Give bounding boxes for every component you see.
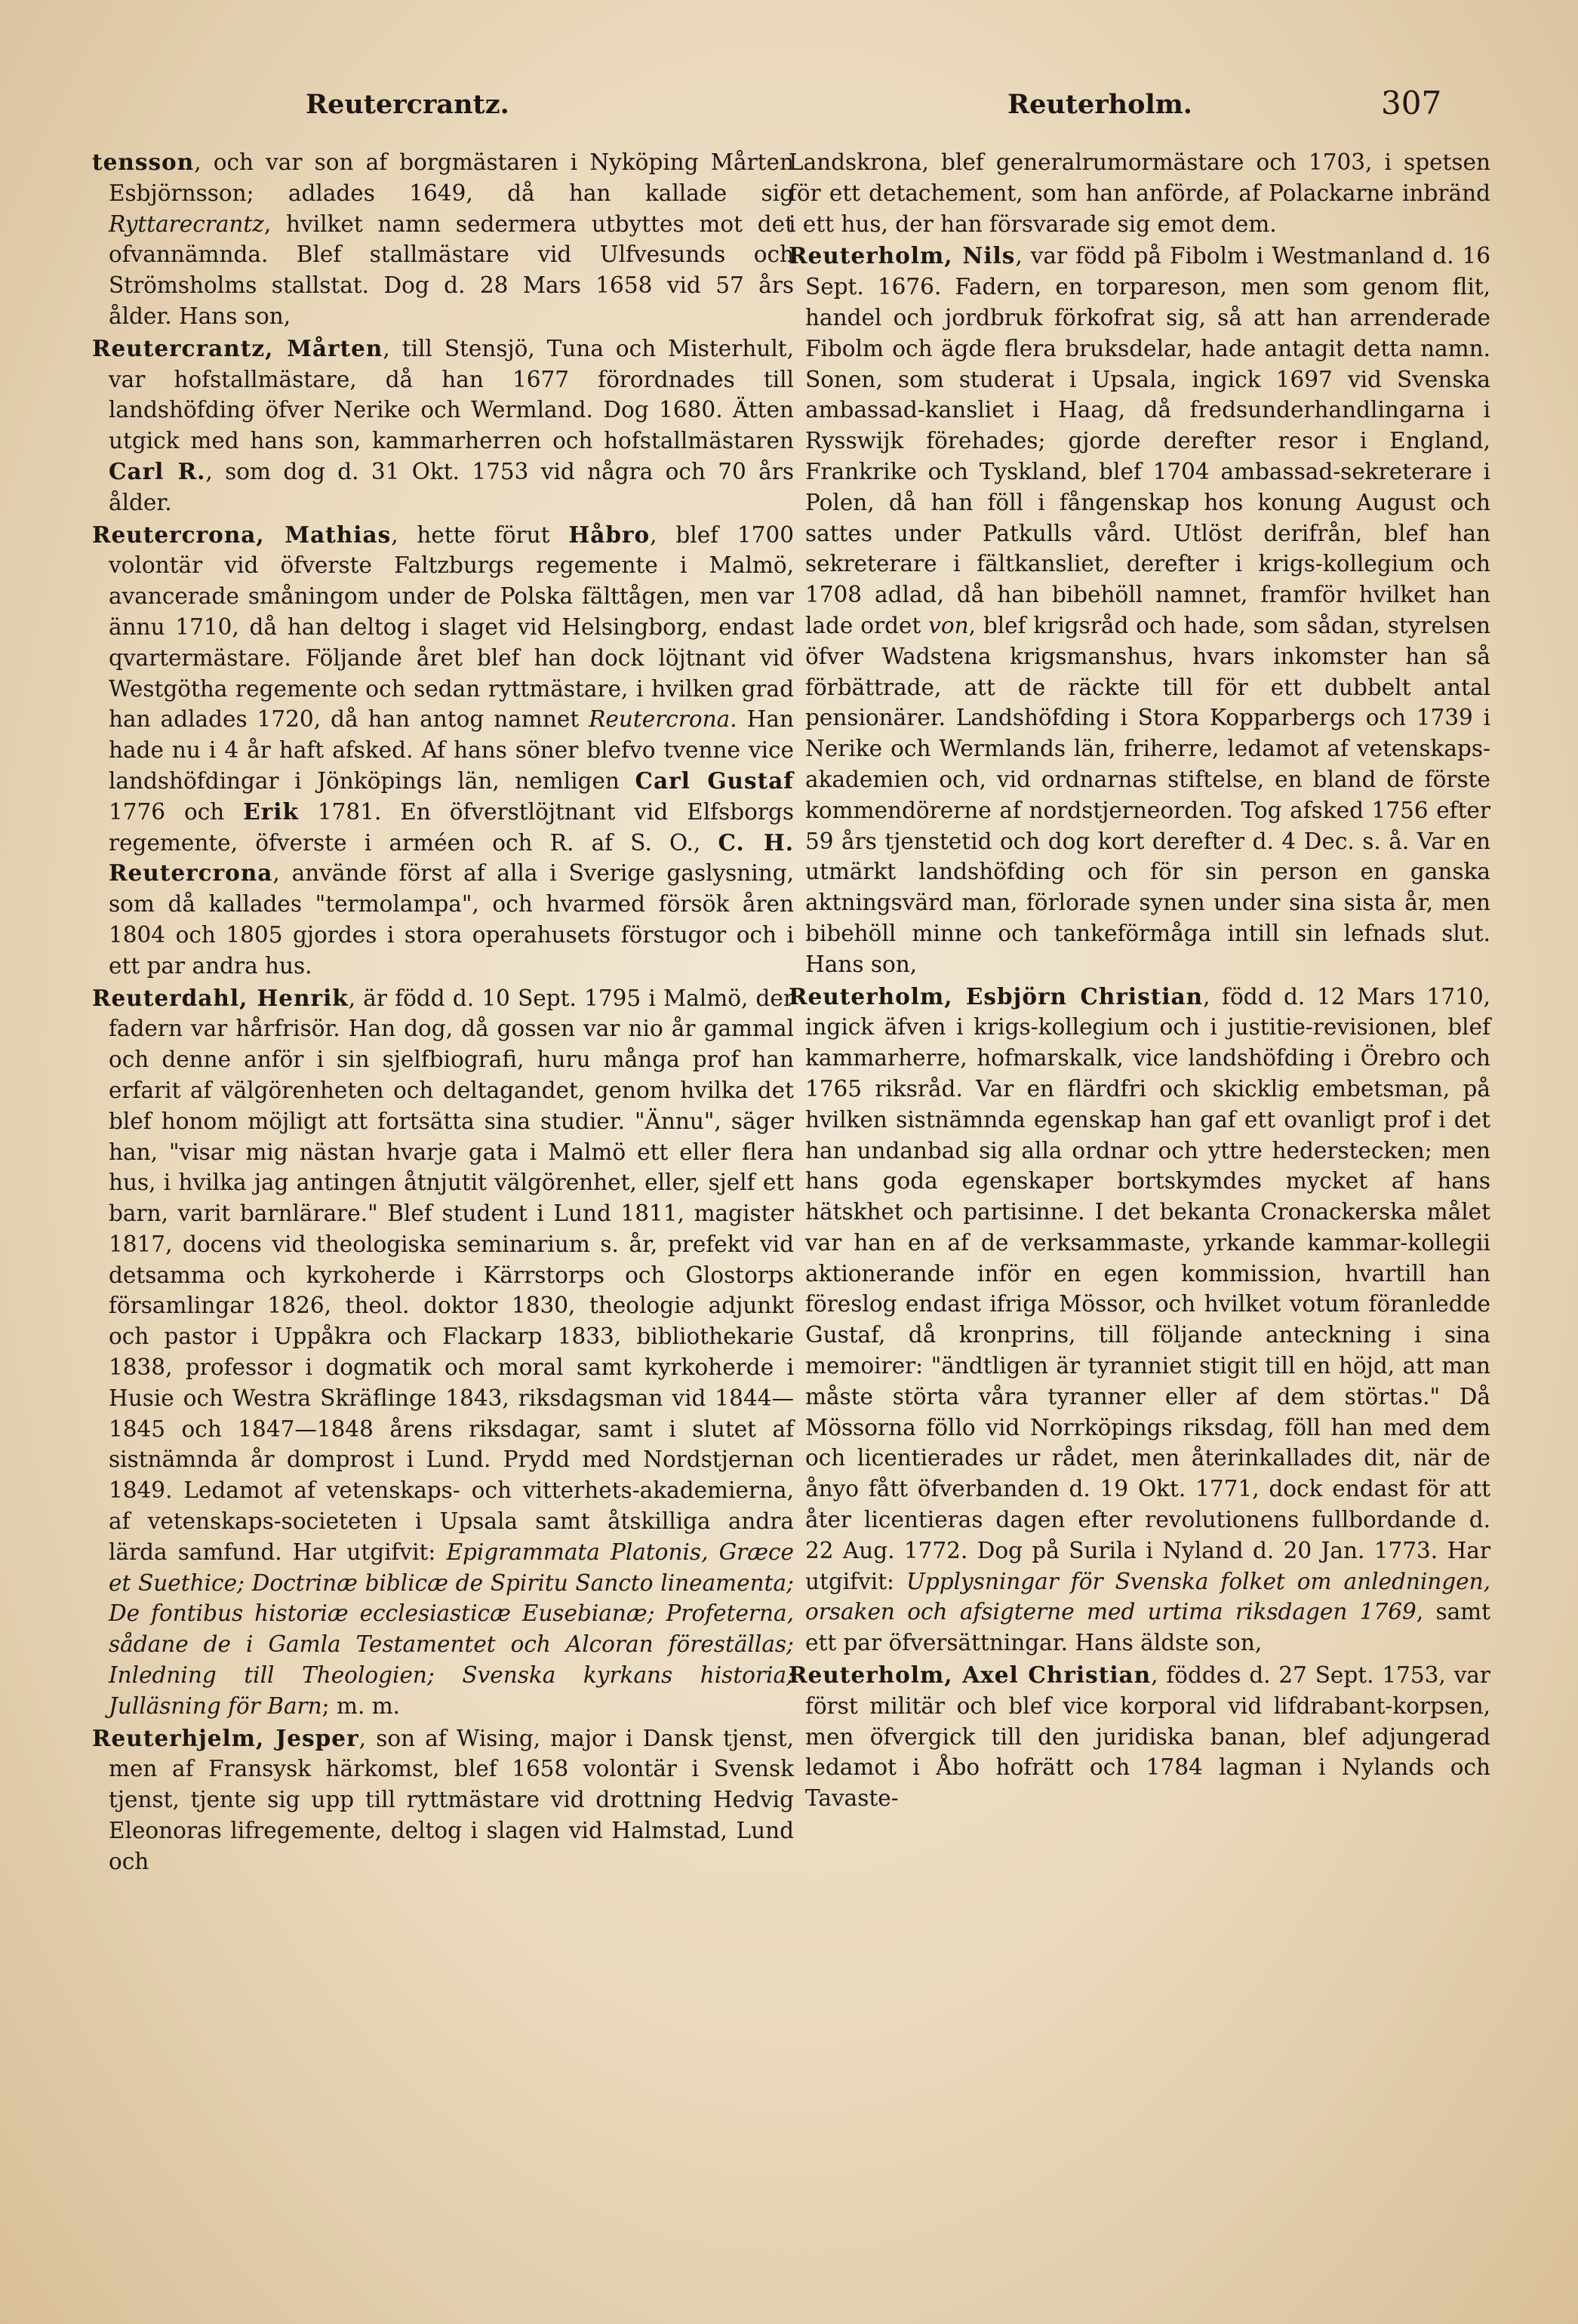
entry-reuterholm-axel-christian — [789, 1660, 1490, 1814]
entry-headword: Reutercrona, Mathias — [92, 521, 392, 548]
left-column — [92, 147, 794, 1877]
entry-text: , använde först af alla i Sverige gaslysning, som då kallades "termolampa", och hvarmed försök åren 1804 och 1805 gjordes i stora operahusets förstugor och i ett par andra hus. — [109, 860, 794, 979]
entry-headword: Reutercrantz, Mårten — [92, 334, 383, 361]
entry-reuterhjelm-jesper — [92, 1723, 794, 1877]
entry-text: , blef 1700 volontär vid öfverste Faltzburgs regemente i Malmö, avancerade småningom under de Polska fälttågen, men var ännu 1710, då han deltog i slaget vid Helsingborg, endast qvartermästare. Följande året blef han dock löjtnant vid Westgötha regemente och sedan ryttmästare, i hvilken grad han adlades 1720, då han antog namnet — [109, 521, 794, 733]
entry-italic: Ryttarecrantz — [109, 211, 264, 237]
entry-text: , och var son af borgmästaren i Nyköping Mårten Esbjörnsson; adlades 1649, då han kallade sig — [109, 149, 794, 206]
entry-text: , blef krigsråd och hade, som sådan, styrelsen öfver Wadstena krigsmanshus, hvars inkomster han så förbättrade, att de räckte till för ett dubbelt antal pensionärer. Landshöfding i Stora Kopparbergs och 1739 i Nerike och Wermlands län, friherre, ledamot af vetenskaps-akademien och, vid ordnarnas stiftelse, en bland de förste kommendörerne af nordstjerneorden. Tog afsked 1756 efter 59 års tjenstetid och dog kort derefter d. 4 Dec. s. å. Var en utmärkt landshöfding och för sin person en ganska aktningsvärd man, förlorade synen under sina sista år, men bibehöll minne och tankeförmåga intill sin lefnads slut. Hans son, — [805, 612, 1490, 977]
entry-reutercrantz-marten — [92, 334, 794, 518]
entry-name: Håbro — [568, 521, 651, 548]
entry-headword: Reuterholm, Nils — [789, 242, 1016, 269]
entry-text: , till Stensjö, Tuna och Misterhult, var hofstallmästare, då han 1677 förordnades till landshöfding öfver Nerike och Wermland. Dog 1680. Ätten utgick med hans son, kammarherren och hofstallmästaren — [109, 335, 794, 454]
entry-reutercrona-mathias — [92, 520, 794, 982]
entry-text: , föddes d. 27 Sept. 1753, var först militär och blef vice korporal vid lifdrabant-korpsen, men öfvergick till den juridiska banan, blef adjungerad ledamot i Åbo hofrätt och 1784 lagman i Nylands och Tavaste- — [805, 1662, 1490, 1812]
entry-headword: Reuterholm, Axel Christian — [789, 1662, 1152, 1689]
entry-text: , hvilket namn sedermera utbyttes mot det ofvannämnda. Blef stallmästare vid Ulfvesunds och Strömsholms stallstat. Dog d. 28 Mars 1658 vid 57 års ålder. Hans son, — [109, 211, 794, 329]
entry-headword: Reuterdahl, Henrik — [92, 984, 349, 1011]
entry-reuterdahl-henrik — [92, 983, 794, 1722]
entry-text: 1781. En öfverstlöjtnant vid Elfsborgs regemente, öfverste i arméen och R. af S. O., — [109, 798, 794, 856]
entry-reuterhjelm-continued — [789, 147, 1490, 239]
entry-text: , som dog d. 31 Okt. 1753 vid några och 70 års ålder. — [109, 458, 794, 515]
entry-text: , född d. 12 Mars 1710, ingick äfven i krigs-kollegium och i justitie-revisionen, blef kammarherre, hofmarskalk, vice landshöfding i Örebro och 1765 riksråd. Var en flärdfri och skicklig embetsman, på hvilken sistnämnda egenskap han gaf ett ovanligt prof i det han undanbad sig alla ordnar och yttre hedersteckеn; men hans goda egenskaper bortskymdes mycket af hans hätskhet och partisinne. I det bekanta Cronackerska målet var han en af de verksammaste, yrkande kammar-kollegii aktionerande inför en egen kommission, hvartill han föreslog endast ifriga Mössor, och hvilket votum föranledde Gustaf, då kronprins, till följande anteckning i sina memoirer: "ändtligen är tyranniet stigit till en höjd, att man måste störta våra tyranner eller af dem störtas." Då Mössorna föllo vid Norrköpings riksdag, föll han med dem och licentierades ur rådet, men återinkallades dit, när de ånyo fått öfverbanden d. 19 Okt. 1771, dock endast för att åter licentieras dagen efter revolutionens fullbordande d. 22 Aug. 1772. Dog på Surila i Nyland d. 20 Jan. 1773. Har utgifvit: — [805, 983, 1490, 1594]
entry-headword: tensson — [92, 149, 195, 175]
entry-name: Carl R. — [109, 457, 206, 484]
entry-text: . Han hade nu i 4 år haft afsked. Af hans söner blefvo tvenne vice landshöfdingar i Jönköpings län, nemligen — [109, 706, 794, 794]
entry-reuterholm-nils — [789, 241, 1490, 979]
entry-italic: Upplysningar för Svenska folket om anledningen, orsaken och afsigterne med urtima riksdagen 1769 — [805, 1568, 1490, 1625]
entry-italic: Epigrammata Platonis, Græce et Suethice; Doctrinæ biblicæ de Spiritu Sancto lineamenta; De fontibus historiæ ecclesiasticæ Eusebianæ; Profeterna, sådane de i Gamla Testamentet och Alcoran föreställas; Inledning till Theologien; Svenska kyrkans historia; Julläsning för Barn — [109, 1539, 794, 1719]
entry-name: C. H. Reutercrona — [109, 828, 794, 887]
running-header-right: Reuterholm. — [1007, 89, 1192, 120]
page-number: 307 — [1381, 85, 1442, 121]
entry-italic: von — [928, 612, 969, 638]
entry-headword: Reuterholm, Esbjörn Christian — [789, 982, 1204, 1010]
entry-name: Erik — [243, 798, 299, 825]
entry-text: , var född på Fibolm i Westmanland d. 16 Sept. 1676. Fadern, en torpareson, men som genom flit, handel och jordbruk förkofrat sig, så att han arrenderade Fibolm och ägde flera bruksdelar, hade antagit detta namn. Sonen, som studerat i Upsala, ingick 1697 vid Svenska ambassad-kansliet i Haag, då fredsunderhandlingarna i Rysswijk förehades; gjorde derefter resor i England, Frankrike och Tyskland, blef 1704 ambassad-sekreterare i Polen, då han föll i fångenskap hos konung August och sattes under Patkulls vård. Utlöst derifrån, blef han sekreterare i fältkansliet, derefter i krigs-kollegium och 1708 adlad, då han bibehöll namnet, framför hvilket han lade ordet — [805, 243, 1490, 638]
entry-name: Carl Gustaf — [635, 767, 795, 794]
running-header-left: Reutercrantz. — [306, 89, 509, 120]
entry-text: , är född d. 10 Sept. 1795 i Malmö, der fadern var hårfrisör. Han dog, då gossen var nio år gammal och denne anför i sin sjelfbiografi, huru många prof han erfarit af välgörenheten och deltagandet, genom hvilka det blef honom möjligt att fortsätta sina studier. "Ännu", säger han, "visar mig nästan hvarje gata i Malmö ett eller flera hus, i hvilka jag antingen åtnjutit välgörenhet, eller, sjelf ett barn, varit barnlärare." Blef student i Lund 1811, magister 1817, docens vid theologiska seminarium s. år, prefekt vid detsamma och kyrkoherde i Kärrstorps och Glostorps församlingar 1826, theol. doktor 1830, theologie adjunkt och pastor i Uppåkra och Flackarp 1833, bibliothekarie 1838, professor i dogmatik och moral samt kyrkoherde i Husie och Westra Skräflinge 1843, riksdagsman vid 1844—1845 och 1847—1848 årens riksdagar, samt i slutet af sistnämnda år domprost i Lund. Prydd med Nordstjernan 1849. Ledamot af vetenskaps- och vitterhets-akademierna, af vetenskaps-societeten i Upsala samt åtskilliga andra lärda samfund. Har utgifvit: — [109, 985, 794, 1565]
entry-text: ; m. m. — [321, 1692, 401, 1719]
entry-text: 1776 och — [109, 798, 244, 825]
entry-headword: Reuterhjelm, Jesper — [92, 1724, 359, 1751]
entry-text: Landskrona, blef generalrumormästare och 1703, i spetsen för ett detachement, som han anförde, af Polackarne inbränd i ett hus, der han försvarade sig emot dem. — [789, 149, 1490, 237]
entry-reuterholm-esbjorn-christian — [789, 982, 1490, 1659]
entry-text: , samt ett par öfversättningar. Hans äldste son, — [805, 1599, 1490, 1656]
right-column — [789, 147, 1490, 1814]
entry-reutercrantz-continued — [92, 147, 794, 332]
entry-text: , hette förut — [391, 521, 569, 548]
entry-italic: Reutercrona — [589, 706, 731, 733]
entry-text: , son af Wising, major i Dansk tjenst, men af Fransysk härkomst, blef 1658 volontär i Svensk tjenst, tjente sig upp till ryttmästare vid drottning Hedvig Eleonoras lifregemente, deltog i slagen vid Halmstad, Lund och — [109, 1725, 794, 1874]
